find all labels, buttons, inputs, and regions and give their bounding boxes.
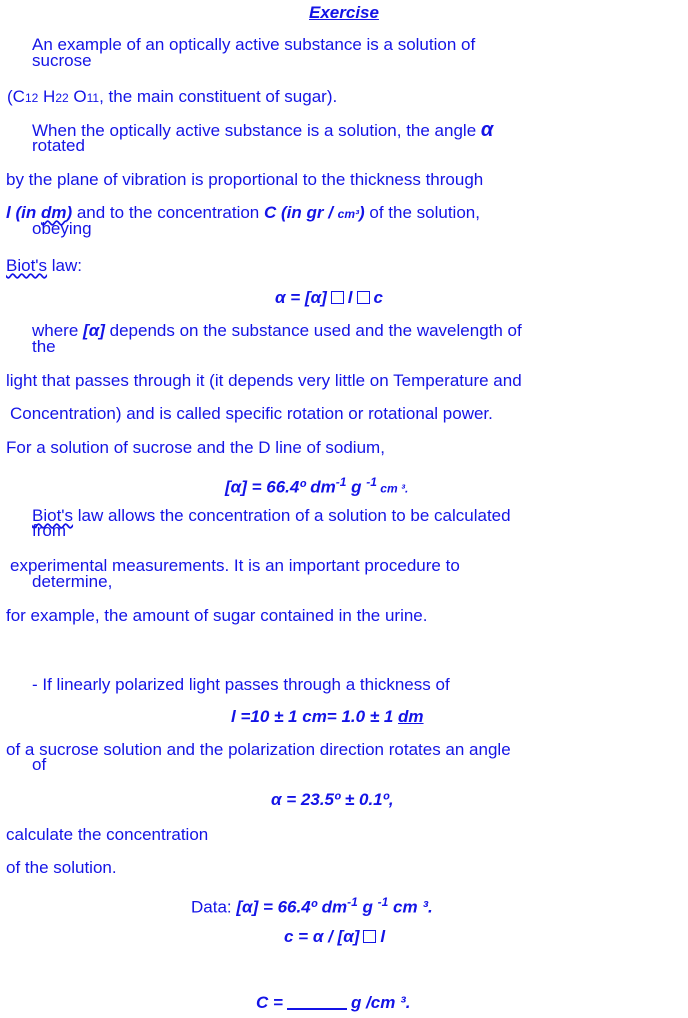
thickness-var: l (in <box>6 203 41 222</box>
paren-close-2: ) <box>359 203 365 222</box>
p2-line2: rotated <box>32 136 85 155</box>
p2-line3: by the plane of vibration is proportional to the thickness through <box>6 170 484 189</box>
data-c: cm ³. <box>388 897 433 917</box>
sub-22: 22 <box>55 91 69 105</box>
p2-line1 <box>32 119 494 141</box>
alpha-symbol: α <box>480 119 494 141</box>
p2-mid: and to the concentration <box>72 203 264 222</box>
thickness-value: l =10 ± 1 cm= 1.0 ± 1 <box>231 707 399 726</box>
formula-c: (C <box>7 87 25 106</box>
angle-value: α = 23.5º ± 0.1º, <box>271 790 394 809</box>
data-exp2: -1 <box>377 895 389 909</box>
p3-line3: light that passes through it (it depends very little on Temperature and <box>6 371 522 390</box>
fr-a: [α] = 66.4º dm <box>225 477 336 497</box>
concentration-var: C (in gr / <box>263 203 338 222</box>
answer-blank[interactable] <box>287 994 347 1010</box>
p3-line5: For a solution of sucrose and the D line of sodium, <box>6 438 385 457</box>
formula-biot <box>275 289 383 306</box>
data-b: g <box>357 897 378 917</box>
specific-rotation-symbol: [α] <box>83 321 105 340</box>
p1-line3-rest: , the main constituent of sugar). <box>99 87 338 106</box>
p3-where: where <box>32 321 84 340</box>
biot-word: Biot's <box>32 506 74 525</box>
p3-rest: depends on the substance used and the wavelength of <box>104 321 522 340</box>
sub-12: 12 <box>24 91 39 105</box>
p4-line2: from <box>32 521 66 540</box>
p2-line5: obeying <box>32 219 92 238</box>
formula-biot-c: c <box>373 288 383 307</box>
formula-h: H <box>38 87 56 106</box>
fr-c: cm ³. <box>376 481 409 496</box>
fc-l: l <box>380 927 386 946</box>
p5-line3: of a sucrose solution and the polarization direction rotates an angle <box>6 740 511 759</box>
p4-line3: experimental measurements. It is an important procedure to <box>10 556 460 575</box>
p5-line2 <box>231 708 424 725</box>
answer-line <box>256 994 410 1011</box>
cm3-unit: cm³ <box>337 207 359 221</box>
p1-line1: An example of an optically active substance is a solution of <box>32 35 476 54</box>
formula-biot-a: α = [α] <box>275 288 327 307</box>
p1-line3 <box>7 88 337 107</box>
p5-line1: - If linearly polarized light passes through a thickness of <box>32 675 450 694</box>
p1-line2: sucrose <box>32 51 92 70</box>
formula-o: O <box>68 87 87 106</box>
missing-glyph-box <box>363 930 376 943</box>
p5-line6: calculate the concentration <box>6 825 209 844</box>
data-label: Data: <box>191 897 237 917</box>
p3-line1 <box>32 321 522 340</box>
formula-specific-rotation <box>225 474 408 498</box>
law-word: law: <box>47 256 83 275</box>
p2-line6 <box>6 257 82 274</box>
biot-word: Biot's <box>6 256 48 275</box>
fr-exp2: -1 <box>366 475 377 489</box>
p4-line1 <box>32 506 511 525</box>
formula-concentration <box>284 928 385 945</box>
data-a: [α] = 66.4º dm <box>236 897 348 917</box>
paren-close: ) <box>66 203 73 222</box>
fc-a: c = α / [α] <box>284 927 360 946</box>
data-exp1: -1 <box>347 895 358 909</box>
p4-line5: for example, the amount of sugar contained in the urine. <box>6 606 428 625</box>
title: Exercise <box>309 3 379 22</box>
p5-line7: of the solution. <box>6 858 117 877</box>
missing-glyph-box <box>357 291 370 304</box>
p2-text: When the optically active substance is a solution, the angle <box>32 121 481 140</box>
p4-rest: law allows the concentration of a solution to be calculated <box>73 506 511 525</box>
p5-line4: of <box>32 755 47 774</box>
dm-unit: dm <box>398 707 424 726</box>
p4-line4: determine, <box>32 572 113 591</box>
p3-line2: the <box>32 337 56 356</box>
formula-biot-l: l <box>347 288 353 307</box>
sub-11: 11 <box>86 91 100 105</box>
dm-unit: dm <box>40 203 67 222</box>
answer-c: C = <box>256 993 283 1012</box>
data-line <box>191 894 433 916</box>
answer-unit: g /cm ³. <box>350 993 411 1012</box>
missing-glyph-box <box>331 291 344 304</box>
fr-b: g <box>346 477 367 497</box>
p3-line4: Concentration) and is called specific rotation or rotational power. <box>10 404 493 423</box>
fr-exp1: -1 <box>335 475 347 489</box>
p2-end: of the solution, <box>364 203 480 222</box>
